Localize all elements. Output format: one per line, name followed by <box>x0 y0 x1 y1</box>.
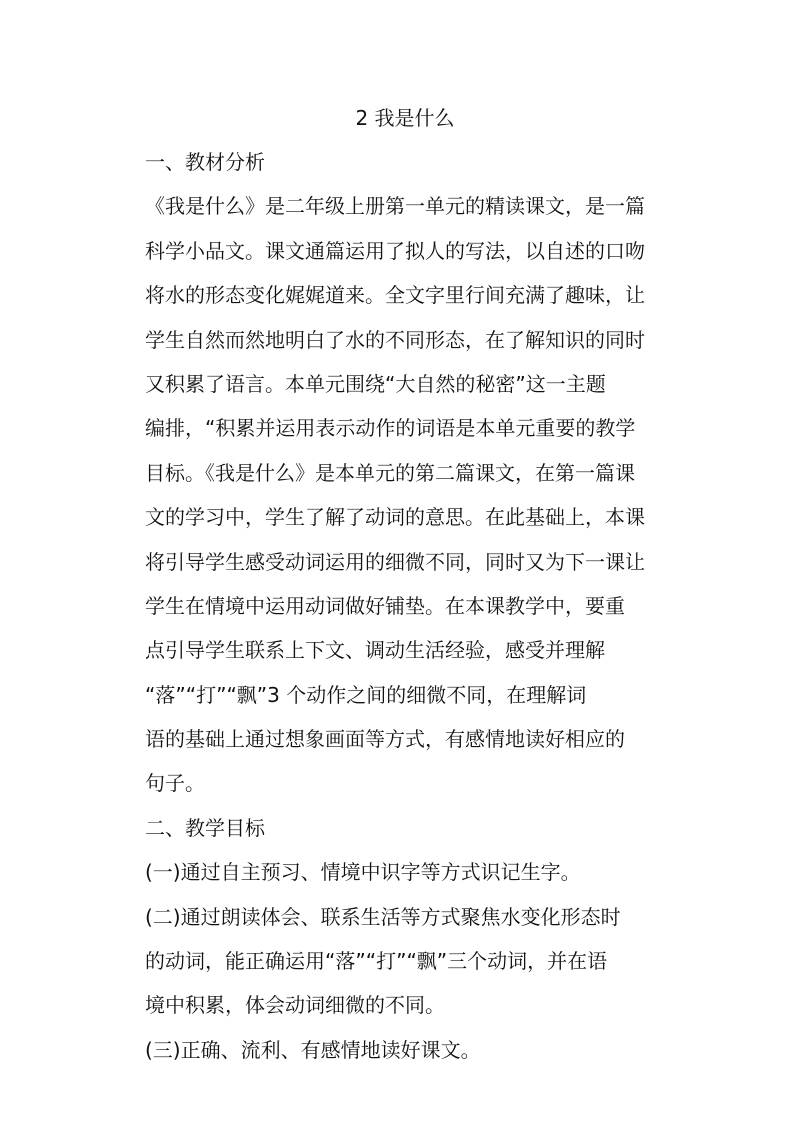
paragraph-line: 学生在情境中运用动词做好铺垫。在本课教学中，要重 <box>145 593 625 618</box>
section-textbook-analysis-paragraph <box>145 188 665 801</box>
paragraph-line: 句子。 <box>145 771 205 796</box>
document-body <box>145 100 665 1076</box>
goal-line: (三)正确、流利、有感情地读好课文。 <box>145 1037 481 1062</box>
document-title: 2 我是什么 <box>355 106 455 130</box>
goal-line: (一)通过自主预习、情境中识字等方式识记生字。 <box>145 860 581 885</box>
paragraph-line: 编排，“积累并运用表示动作的词语是本单元重要的教学 <box>145 416 636 441</box>
paragraph-line: 点引导学生联系上下文、调动生活经验，感受并理解 <box>145 638 605 663</box>
paragraph-line: 学生自然而然地明白了水的不同形态，在了解知识的同时 <box>145 327 645 352</box>
paragraph-line: 科学小品文。课文通篇运用了拟人的写法，以自述的口吻 <box>145 238 645 263</box>
goal-line: 的动词，能正确运用“落”“打”“飘”三个动词，并在语 <box>145 949 608 974</box>
goal-line: 境中积累，体会动词细微的不同。 <box>145 993 445 1018</box>
paragraph-line: 文的学习中，学生了解了动词的意思。在此基础上，本课 <box>145 505 645 530</box>
paragraph-line: 目标。《我是什么》是本单元的第二篇课文，在第一篇课 <box>145 460 635 485</box>
goal-line: (二)通过朗读体会、联系生活等方式聚焦水变化形态时 <box>145 904 621 929</box>
paragraph-line: 将引导学生感受动词运用的细微不同，同时又为下一课让 <box>145 549 645 574</box>
section-teaching-goals-list <box>145 854 665 1068</box>
paragraph-line: 又积累了语言。本单元围绕“大自然的秘密”这一主题 <box>145 371 606 396</box>
paragraph-line: “落”“打”“飘”3 个动作之间的细微不同，在理解词 <box>145 682 587 707</box>
paragraph-line: 《我是什么》是二年级上册第一单元的精读课文，是一篇 <box>145 194 645 219</box>
section-heading-teaching-goals: 二、教学目标 <box>145 815 265 840</box>
paragraph-line: 语的基础上通过想象画面等方式，有感情地读好相应的 <box>145 727 625 752</box>
section-heading-textbook-analysis: 一、教材分析 <box>145 150 265 174</box>
paragraph-line: 将水的形态变化娓娓道来。全文字里行间充满了趣味，让 <box>145 283 645 308</box>
